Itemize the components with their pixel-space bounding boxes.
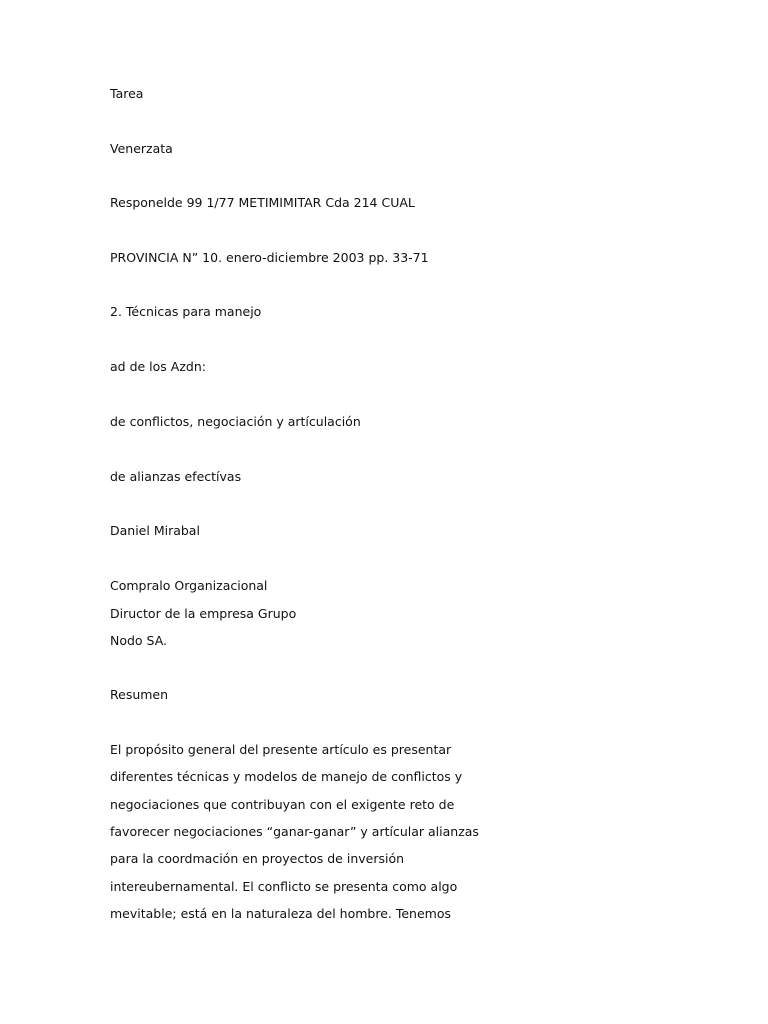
doc-line-affiliation-2: Diructor de la empresa Grupo [110,606,297,621]
doc-line-affiliation-3: Nodo SA. [110,633,168,648]
doc-line-abstract-5: para la coordmación en proyectos de inversión [110,851,405,866]
doc-line-abstract-1: El propósito general del presente artículo es presentar [110,742,452,757]
doc-line-abstract-3: negociaciones que contribuyan con el exigente reto de [110,797,455,812]
doc-line-subtitle: Venerzata [110,141,173,156]
doc-line-heading-3: de conflictos, negociación y artículación [110,414,361,429]
doc-line-title: Tarea [110,86,144,101]
doc-line-heading-4: de alianzas efectívas [110,469,242,484]
doc-line-affiliation-1: Compralo Organizacional [110,578,268,593]
doc-line-abstract-2: diferentes técnicas y modelos de manejo de conflictos y [110,769,463,784]
doc-line-heading: 2. Técnicas para manejo [110,304,262,319]
doc-line-abstract-6: intereubernamental. El conflicto se presenta como algo [110,879,458,894]
doc-line-abstract-heading: Resumen [110,687,169,702]
doc-line-author: Daniel Mirabal [110,523,200,538]
doc-line-heading-2: ad de los Azdn: [110,359,206,374]
doc-line-reference: Responelde 99 1/77 METIMIMITAR Cda 214 CUAL [110,195,415,210]
doc-line-abstract-4: favorecer negociaciones “ganar-ganar” y artícular alianzas [110,824,479,839]
doc-line-abstract-7: mevitable; está en la naturaleza del hombre. Tenemos [110,906,451,921]
doc-line-publication: PROVINCIA N” 10. enero-diciembre 2003 pp. 33-71 [110,250,429,265]
